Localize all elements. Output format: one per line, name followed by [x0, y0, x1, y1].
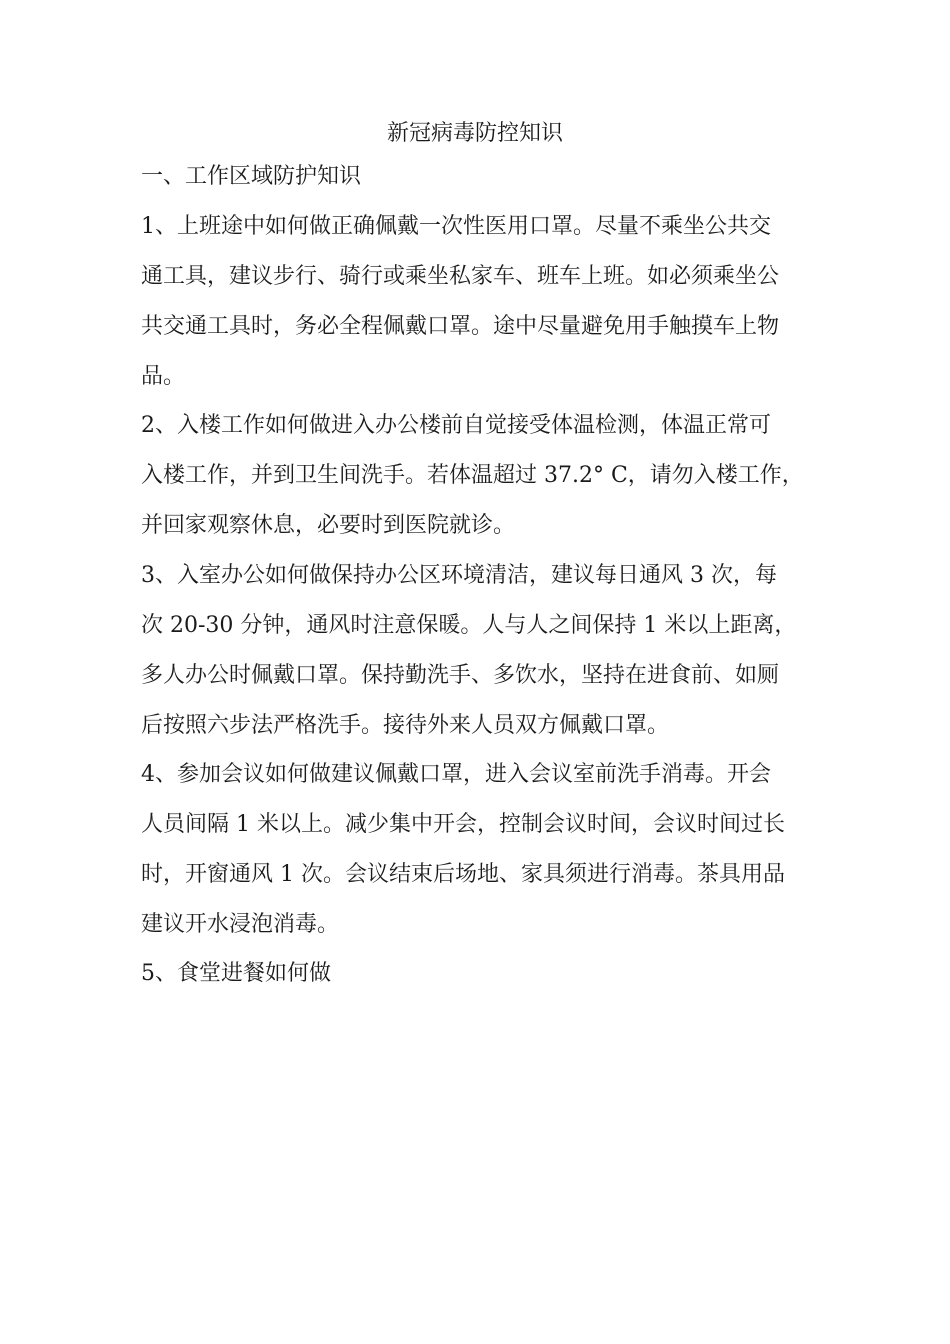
paragraph-line: 3、入室办公如何做保持办公区环境清洁，建议每日通风 3 次，每	[141, 563, 777, 588]
paragraph-line: 品。	[141, 364, 186, 389]
paragraph-1	[141, 211, 831, 411]
paragraph-3	[141, 560, 831, 760]
paragraph-line: 人员间隔 1 米以上。减少集中开会，控制会议时间，会议时间过长	[141, 812, 785, 837]
paragraph-line: 并回家观察休息，必要时到医院就诊。	[141, 513, 516, 538]
paragraph-line: 1、上班途中如何做正确佩戴一次性医用口罩。尽量不乘坐公共交	[141, 214, 771, 239]
paragraph-line: 多人办公时佩戴口罩。保持勤洗手、多饮水，坚持在进食前、如厕	[141, 663, 780, 688]
paragraph-line: 次 20-30 分钟，通风时注意保暖。人与人之间保持 1 米以上距离，	[141, 613, 797, 638]
paragraph-line: 建议开水浸泡消毒。	[141, 912, 340, 937]
paragraph-line: 4、参加会议如何做建议佩戴口罩，进入会议室前洗手消毒。开会	[141, 762, 771, 787]
paragraph-line: 共交通工具时，务必全程佩戴口罩。途中尽量避免用手触摸车上物	[141, 314, 780, 339]
paragraph-4	[141, 759, 831, 959]
paragraph-line: 入楼工作，并到卫生间洗手。若体温超过 37.2° C，请勿入楼工作，	[141, 463, 804, 488]
paragraph-line: 时，开窗通风 1 次。会议结束后场地、家具须进行消毒。茶具用品	[141, 862, 785, 887]
document-title: 新冠病毒防控知识	[386, 121, 563, 146]
paragraph-line: 5、食堂进餐如何做	[141, 961, 331, 986]
paragraph-line: 后按照六步法严格洗手。接待外来人员双方佩戴口罩。	[141, 713, 670, 738]
paragraph-line: 2、入楼工作如何做进入办公楼前自觉接受体温检测，体温正常可	[141, 413, 771, 438]
paragraph-line: 通工具，建议步行、骑行或乘坐私家车、班车上班。如必须乘坐公	[141, 264, 780, 289]
section-heading: 一、工作区域防护知识	[141, 164, 362, 189]
paragraph-5	[141, 958, 831, 1008]
paragraph-2	[141, 410, 831, 560]
